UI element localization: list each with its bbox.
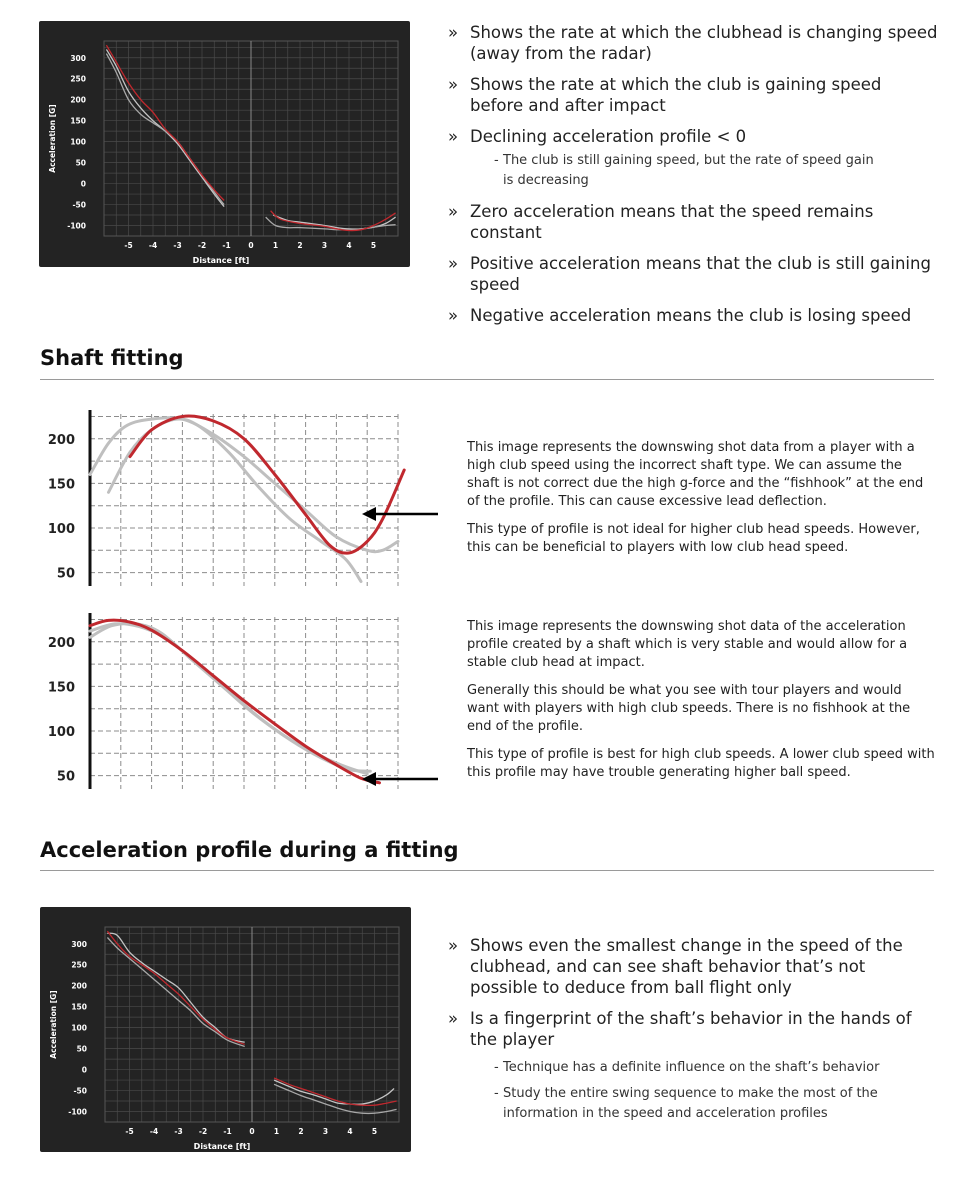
bullet-marker: »	[448, 202, 459, 221]
x-tick-label: 4	[347, 1127, 353, 1136]
sub-bullet-list	[448, 151, 878, 191]
acceleration-explanation-list	[448, 22, 938, 336]
sub-bullet-marker: -	[494, 1086, 499, 1101]
bullet-marker: »	[448, 127, 459, 146]
fitting-explanation-list	[448, 935, 938, 1134]
x-tick-label: 0	[248, 241, 254, 250]
sub-bullet-item	[448, 1084, 888, 1124]
bullet-text: Shows the rate at which the club is gaining speed before and after impact	[470, 75, 882, 115]
paragraph: This image represents the downswing shot data from a player with a high club speed using the incorrect shaft type. We can assume the shaft is not correct due the high g-force and the “fishhook” at the end of the profile. This can cause excessive lead deflection.	[467, 440, 924, 509]
sub-bullet-marker: -	[494, 1060, 499, 1075]
fitting-heading: Acceleration profile during a fitting	[40, 838, 459, 862]
y-tick-label: 50	[76, 1044, 87, 1054]
x-tick-label: -5	[124, 241, 133, 250]
bullet-marker: »	[448, 254, 459, 273]
y-tick-label: 50	[75, 158, 86, 168]
shaft-profile-chart-incorrect	[40, 404, 485, 589]
bullet-item	[448, 935, 938, 998]
shaft-fitting-heading: Shaft fitting	[40, 346, 184, 370]
paragraph: This type of profile is not ideal for higher club head speeds. However, this can be beneficial to players with low club head speed.	[467, 522, 920, 555]
y-tick-label: -100	[67, 221, 86, 231]
bullet-marker: »	[448, 23, 459, 42]
y-tick-label: 100	[71, 1023, 87, 1033]
bullet-text: Shows even the smallest change in the speed of the clubhead, and can see shaft behavior that’s not possible to deduce from ball flight only	[470, 936, 903, 997]
sub-bullet-item	[448, 1058, 888, 1078]
y-tick-label: 300	[70, 53, 86, 63]
shaft-profile-description-2	[467, 618, 937, 792]
x-tick-label: -1	[222, 241, 231, 250]
y-tick-label: 100	[70, 137, 86, 147]
section-divider	[40, 379, 934, 380]
bullet-marker: »	[448, 1009, 459, 1028]
x-tick-label: 1	[273, 1127, 280, 1136]
acceleration-chart-1-svg	[39, 21, 410, 267]
bullet-item	[448, 201, 938, 243]
bullet-item	[448, 74, 938, 116]
paragraph: This type of profile is best for high club speeds. A lower club speed with this profile may have trouble generating higher ball speed.	[467, 747, 935, 780]
x-tick-label: 5	[371, 1127, 378, 1136]
y-tick-label: 0	[81, 1065, 87, 1075]
acceleration-chart-1	[39, 21, 410, 267]
x-tick-label: 2	[298, 1127, 304, 1136]
bullet-text: Zero acceleration means that the speed remains constant	[470, 202, 874, 242]
sub-bullet-marker: -	[494, 153, 499, 168]
series-line-gray-1	[90, 623, 367, 773]
shaft-profile-description-1	[467, 439, 937, 567]
x-axis-label: Distance [ft]	[193, 1142, 251, 1151]
bullet-item	[448, 253, 938, 295]
y-tick-label: 0	[80, 179, 86, 189]
y-tick-label: 50	[56, 566, 75, 582]
series-line-red	[130, 416, 404, 553]
y-tick-label: 50	[56, 769, 75, 785]
paragraph: This image represents the downswing shot data of the acceleration profile created by a shaft which is very stable and would allow for a stable club head at impact.	[467, 619, 908, 670]
x-tick-label: -3	[173, 241, 182, 250]
sub-bullet-text: Technique has a definite influence on the shaft’s behavior	[503, 1060, 880, 1075]
x-tick-label: 3	[322, 1127, 329, 1136]
bullet-text: Shows the rate at which the clubhead is changing speed (away from the radar)	[470, 23, 938, 63]
y-tick-label: -50	[72, 200, 86, 210]
bullet-marker: »	[448, 75, 459, 94]
x-tick-label: 5	[370, 241, 377, 250]
acceleration-chart-2-svg	[40, 907, 411, 1152]
x-tick-label: -2	[198, 1127, 208, 1136]
bullet-item	[448, 22, 938, 64]
x-tick-label: 3	[321, 241, 328, 250]
y-tick-label: 100	[47, 522, 75, 537]
x-tick-label: -4	[149, 1127, 159, 1136]
acceleration-chart-2	[40, 907, 411, 1152]
bullet-text: Declining acceleration profile < 0	[470, 127, 747, 146]
y-axis-label: Acceleration [G]	[48, 104, 57, 173]
x-tick-label: -4	[148, 241, 158, 250]
series-line-gray-1	[107, 933, 244, 1042]
bullet-item	[448, 305, 938, 326]
paragraph: Generally this should be what you see with tour players and would want with players with high club speeds. There is no fishhook at the end of the profile.	[467, 683, 911, 734]
sub-bullet-list	[448, 1058, 888, 1124]
y-axis-label: Acceleration [G]	[49, 990, 58, 1059]
x-tick-label: -5	[125, 1127, 134, 1136]
y-tick-label: 150	[71, 1002, 87, 1012]
bullet-item	[448, 1008, 938, 1124]
series-line-gray-2	[90, 624, 370, 772]
series-line-gray-2	[109, 419, 362, 582]
y-tick-label: 200	[47, 432, 75, 448]
x-tick-label: -3	[174, 1127, 183, 1136]
pointer-arrow-head	[362, 507, 376, 521]
bullet-text: Positive acceleration means that the club is still gaining speed	[470, 254, 931, 294]
y-tick-label: -50	[73, 1086, 87, 1096]
section-divider	[40, 870, 934, 871]
shaft-profile-chart-stable	[40, 607, 485, 792]
x-tick-label: 1	[272, 241, 279, 250]
bullet-marker: »	[448, 306, 459, 325]
x-axis-label: Distance [ft]	[192, 256, 250, 265]
x-tick-label: -1	[223, 1127, 232, 1136]
y-tick-label: 250	[71, 960, 87, 970]
sub-bullet-item	[448, 151, 878, 191]
bullet-marker: »	[448, 936, 459, 955]
bullet-text: Is a fingerprint of the shaft’s behavior in the hands of the player	[470, 1009, 912, 1049]
bullet-item	[448, 126, 938, 191]
y-tick-label: 300	[71, 939, 87, 949]
sub-bullet-text: The club is still gaining speed, but the rate of speed gain is decreasing	[503, 153, 874, 188]
y-tick-label: 200	[71, 981, 87, 991]
y-tick-label: 150	[47, 477, 75, 493]
x-tick-label: 0	[249, 1127, 255, 1136]
sub-bullet-text: Study the entire swing sequence to make the most of the information in the speed and acceleration profiles	[503, 1086, 878, 1121]
y-tick-label: 100	[47, 725, 75, 740]
x-tick-label: 2	[297, 241, 303, 250]
x-tick-label: 4	[346, 241, 352, 250]
x-tick-label: -2	[197, 241, 207, 250]
y-tick-label: 150	[47, 680, 75, 696]
bullet-text: Negative acceleration means the club is losing speed	[470, 306, 912, 325]
y-tick-label: 200	[47, 635, 75, 651]
y-tick-label: 150	[70, 116, 86, 126]
y-tick-label: 200	[70, 95, 86, 105]
y-tick-label: 250	[70, 74, 86, 84]
y-tick-label: -100	[68, 1107, 87, 1117]
